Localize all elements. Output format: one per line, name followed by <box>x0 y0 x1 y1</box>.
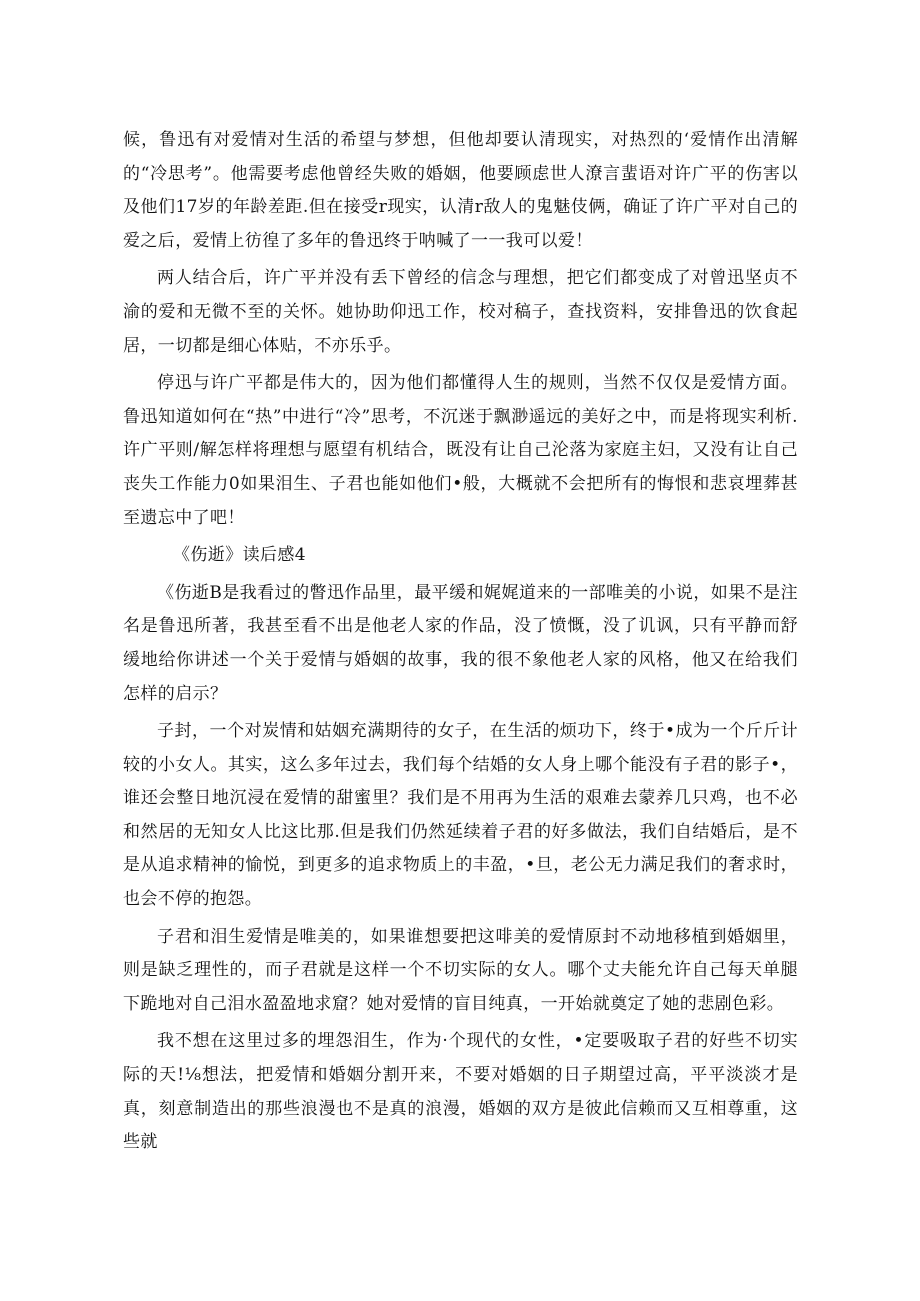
paragraph-6: 子君和泪生爱情是唯美的，如果谁想要把这啡美的爱情原封不动地移植到婚姻里，则是缺乏理性的，而子君就是这样一个不切实际的女人。哪个丈夫能允许自己每天单腿下跪地对自己泪水盈盈地求窟？她对爱情的盲目纯真，一开始就奠定了她的悲剧色彩。 <box>123 926 798 1014</box>
paragraph-3: 停迅与许广平都是伟大的，因为他们都懂得人生的规则，当然不仅仅是爱情方面。鲁迅知道如何在“热”中进行“冷”思考，不沉迷于飘渺遥远的美好之中，而是将现实利析.许广平则/解怎样将理想与愿望有机结合，既没有让自己沦落为家庭主妇，又没有让自己丧失工作能力0如果泪生、子君也能如他们•般，大概就不会把所有的悔恨和悲哀埋葬甚至遗忘中了吧！ <box>123 373 798 528</box>
paragraph-1: 候，鲁迅有对爱情对生活的希望与梦想，但他却要认清现实，对热烈的‘爱情作出清解的“冷思考”。他需要考虑他曾经失败的婚姻，他要顾虑世人潦言蜚语对许广平的伤害以及他们17岁的年龄差距.但在接受r现实，认清r敌人的鬼魅伎俩，确证了许广平对自己的爱之后，爱情上彷徨了多年的鲁迅终于呐喊了一一我可以爱！ <box>123 130 798 251</box>
section-heading: 《伤逝》读后感4 <box>173 545 307 566</box>
document-body <box>123 124 798 1164</box>
paragraph-4: 《伤逝B是我看过的瞥迅作品里，最平缓和娓娓道来的一部唯美的小说，如果不是注名是鲁迅所著，我甚至看不出是他老人家的作品，没了愤慨，没了讥讽，只有平静而舒缓地给你讲述一个关于爱情与婚姻的故事，我的很不象他老人家的风格，他又在给我们怎样的启示？ <box>123 582 798 704</box>
paragraph-5: 子封，一个对炭情和姑姻充满期待的女子，在生活的烦功下，终于•成为一个斤斤计较的小女人。其实，这么多年过去，我们每个结婚的女人身上哪个能没有子君的影子•，谁还会整日地沉浸在爱情的甜蜜里？我们是不用再为生活的艰难去蒙养几只鸡，也不必和然居的无知女人比这比那.但是我们仍然延续着子君的好多做法，我们自结婚后，是不是从追求精神的愉悦，到更多的追求物质上的丰盈，•旦，老公无力满足我们的奢求时，也会不停的抱怨。 <box>123 721 798 910</box>
paragraph-7: 我不想在这里过多的埋怨泪生，作为·个现代的女性，•定要吸取子君的好些不切实际的天!⅛想法，把爱情和婚姻分割开来，不要对婚姻的日子期望过高，平平淡淡才是真，刻意制造出的那些浪漫也不是真的浪漫，婚姻的双方是彼此信赖而又互相尊重，这些就 <box>123 1031 798 1153</box>
paragraph-2: 两人结合后，许广平并没有丢下曾经的信念与理想，把它们都变成了对曾迅坚贞不渝的爱和无微不至的关怀。她协助仰迅工作，校对稿子，查找资料，安排鲁迅的饮食起居，一切都是细心体贴，不亦乐乎。 <box>123 268 798 356</box>
